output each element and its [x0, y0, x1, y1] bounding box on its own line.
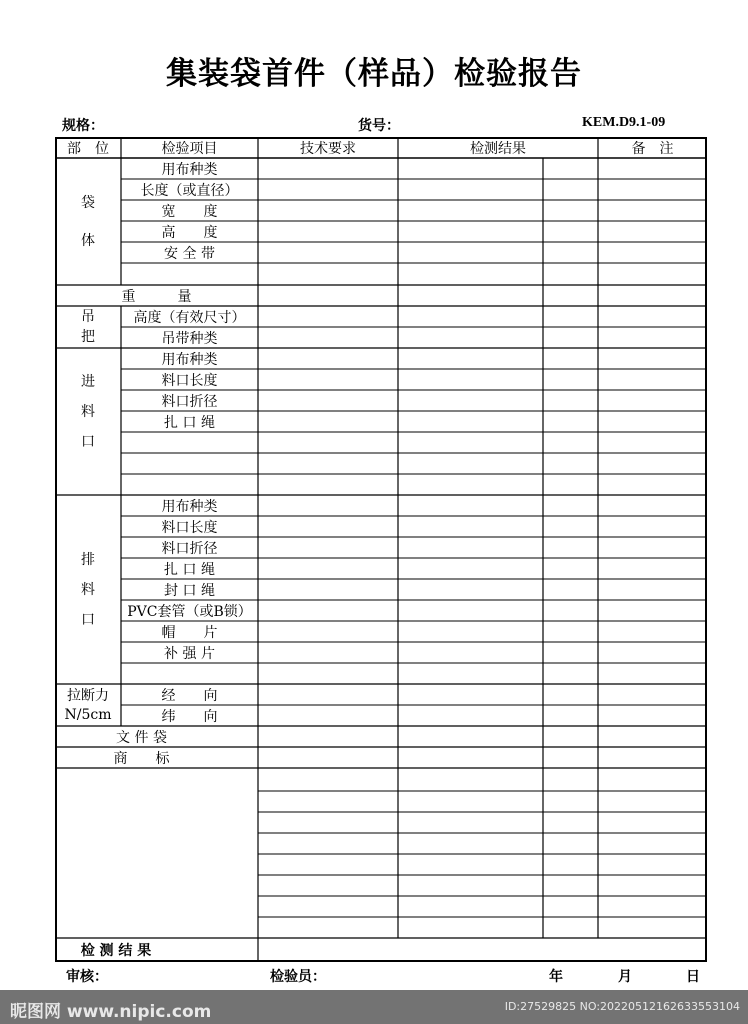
item-outlet-seal-rope: 封 口 绳 [164, 582, 215, 599]
group-lifting-label-2: 把 [81, 329, 95, 345]
group-bag-body-label-2: 体 [81, 232, 95, 249]
row-final-result: 检 测 结 果 [80, 942, 152, 959]
inspection-table [55, 137, 707, 962]
item-bag-length: 长度（或直径） [140, 182, 239, 199]
item-bag-fabric-type: 用布种类 [161, 161, 218, 178]
header-remark: 备 注 [631, 141, 674, 157]
group-bag-body-label-1: 袋 [81, 194, 95, 211]
group-outlet-label-2: 料 [81, 581, 95, 598]
group-tensile [55, 684, 121, 726]
group-inlet-label-3: 口 [81, 433, 95, 450]
item-lifting-belt-type: 吊带种类 [161, 330, 218, 347]
group-tensile-label-1: 拉断力 [67, 687, 109, 704]
group-inlet-label-2: 料 [81, 403, 95, 420]
row-document-bag: 文 件 袋 [116, 729, 167, 746]
date-year: 年 [549, 969, 563, 985]
report-title: 集装袋首件（样品）检验报告 [166, 56, 582, 92]
item-outlet-cap-piece: 帽 片 [161, 624, 218, 641]
row-trademark: 商 标 [113, 750, 170, 767]
spec-label: 规格： [62, 118, 104, 134]
item-bag-safety-belt: 安 全 带 [164, 245, 215, 262]
item-inlet-length: 料口长度 [161, 372, 218, 389]
document-code: KEM.D9.1-09 [582, 115, 666, 130]
watermark-bar [0, 990, 748, 1024]
item-outlet-fold-diameter: 料口折径 [161, 540, 218, 557]
header-result: 检测结果 [470, 141, 526, 157]
date-month: 月 [618, 969, 632, 985]
goods-no-label: 货号： [358, 118, 400, 134]
item-bag-height: 高 度 [161, 224, 218, 241]
item-outlet-pvc-sleeve: PVC套管（或B锁） [127, 603, 252, 620]
item-lifting-height: 高度（有效尺寸） [133, 309, 246, 326]
group-lifting-label-1: 吊 [81, 309, 95, 325]
date-day: 日 [686, 969, 700, 985]
reviewer-label: 审核： [66, 969, 108, 985]
header-item: 检验项目 [161, 141, 218, 157]
item-inlet-fabric-type: 用布种类 [161, 351, 218, 368]
watermark-site: 昵图网 www.nipic.com [10, 1002, 212, 1022]
item-outlet-reinforcement: 补 强 片 [164, 645, 215, 662]
item-outlet-length: 料口长度 [161, 519, 218, 536]
group-bag-body [55, 158, 121, 285]
row-weight: 重 量 [121, 288, 192, 305]
group-outlet-label-3: 口 [81, 611, 95, 628]
item-inlet-tie-rope: 扎 口 绳 [164, 414, 215, 431]
header-requirement: 技术要求 [300, 141, 356, 157]
item-outlet-fabric-type: 用布种类 [161, 498, 218, 515]
inspector-label: 检验员： [270, 969, 326, 985]
group-outlet-label-1: 排 [81, 551, 95, 568]
group-inlet [55, 348, 121, 495]
watermark-id: ID:27529825 NO:20220512162633553104 [504, 1000, 740, 1013]
item-tensile-warp: 经 向 [161, 687, 218, 704]
group-inlet-label-1: 进 [81, 373, 95, 390]
item-tensile-weft: 纬 向 [161, 708, 218, 725]
item-bag-width: 宽 度 [161, 203, 218, 220]
group-tensile-label-2: N/5cm [64, 706, 112, 723]
group-lifting [55, 306, 121, 348]
item-inlet-fold-diameter: 料口折径 [161, 393, 218, 410]
item-outlet-tie-rope: 扎 口 绳 [164, 561, 215, 578]
header-part: 部 位 [67, 141, 109, 157]
group-outlet [55, 495, 121, 684]
